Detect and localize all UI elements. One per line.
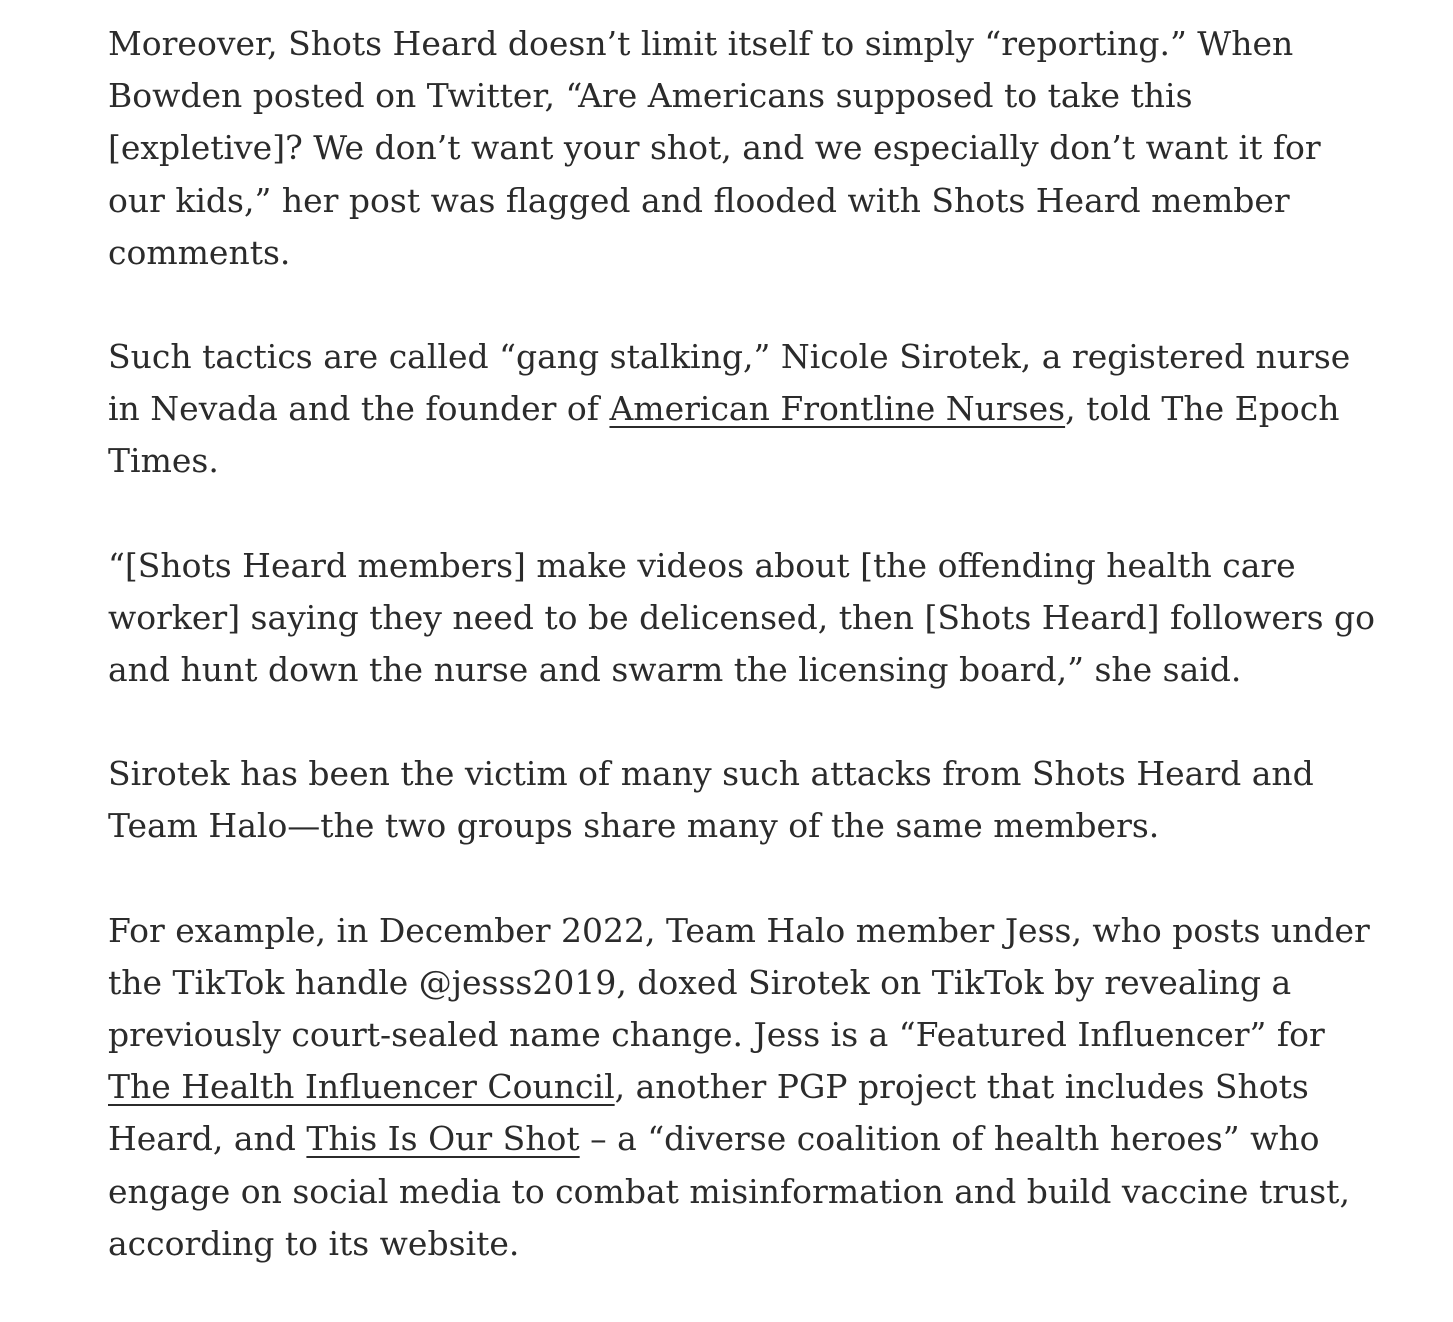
this-is-our-shot-link[interactable]: This Is Our Shot (306, 1119, 580, 1159)
paragraph-shots-heard-reporting (108, 18, 1378, 279)
paragraph-example-doxed (108, 905, 1378, 1270)
paragraph-text: Such tactics are called “gang stalking,” Nicole Sirotek, a registered nurse in Nevada and the founder of (108, 337, 1351, 429)
paragraph-text: Moreover, Shots Heard doesn’t limit itself to simply “reporting.” When Bowden posted on Twitter, “Are Americans supposed to take this [expletive]? We don’t want your shot, and we especially don’t want it for our kids,” her post was flagged and flooded with Shots Heard member comments. (108, 24, 1321, 272)
paragraph-text: For example, in December 2022, Team Halo member Jess, who posts under the TikTok handle @jesss2019, doxed Sirotek on TikTok by revealing a previously court-sealed name change. Jess is a “Featured Influencer” for (108, 910, 1370, 1055)
paragraph-sirotek-victim (108, 748, 1378, 852)
paragraph-text: , told The Epoch Times. (108, 389, 1340, 481)
paragraph-text: “[Shots Heard members] make videos about [the offending health care worker] saying they need to be delicensed, then [Shots Heard] followers go and hunt down the nurse and swarm the licensing board,” she said. (108, 545, 1376, 690)
paragraph-quote-delicensed (108, 540, 1378, 697)
paragraph-gang-stalking (108, 331, 1378, 488)
american-frontline-nurses-link[interactable]: American Frontline Nurses (609, 389, 1066, 429)
paragraph-text: – a “diverse coalition of health heroes” who engage on social media to combat misinformation and build vaccine trust, according to its website. (108, 1119, 1350, 1263)
health-influencer-council-link[interactable]: The Health Influencer Council (108, 1067, 615, 1107)
paragraph-text: , another PGP project that includes Shots Heard, and (108, 1067, 1309, 1159)
paragraph-text: Sirotek has been the victim of many such attacks from Shots Heard and Team Halo—the two groups share many of the same members. (108, 754, 1314, 846)
article-body (108, 18, 1378, 1322)
